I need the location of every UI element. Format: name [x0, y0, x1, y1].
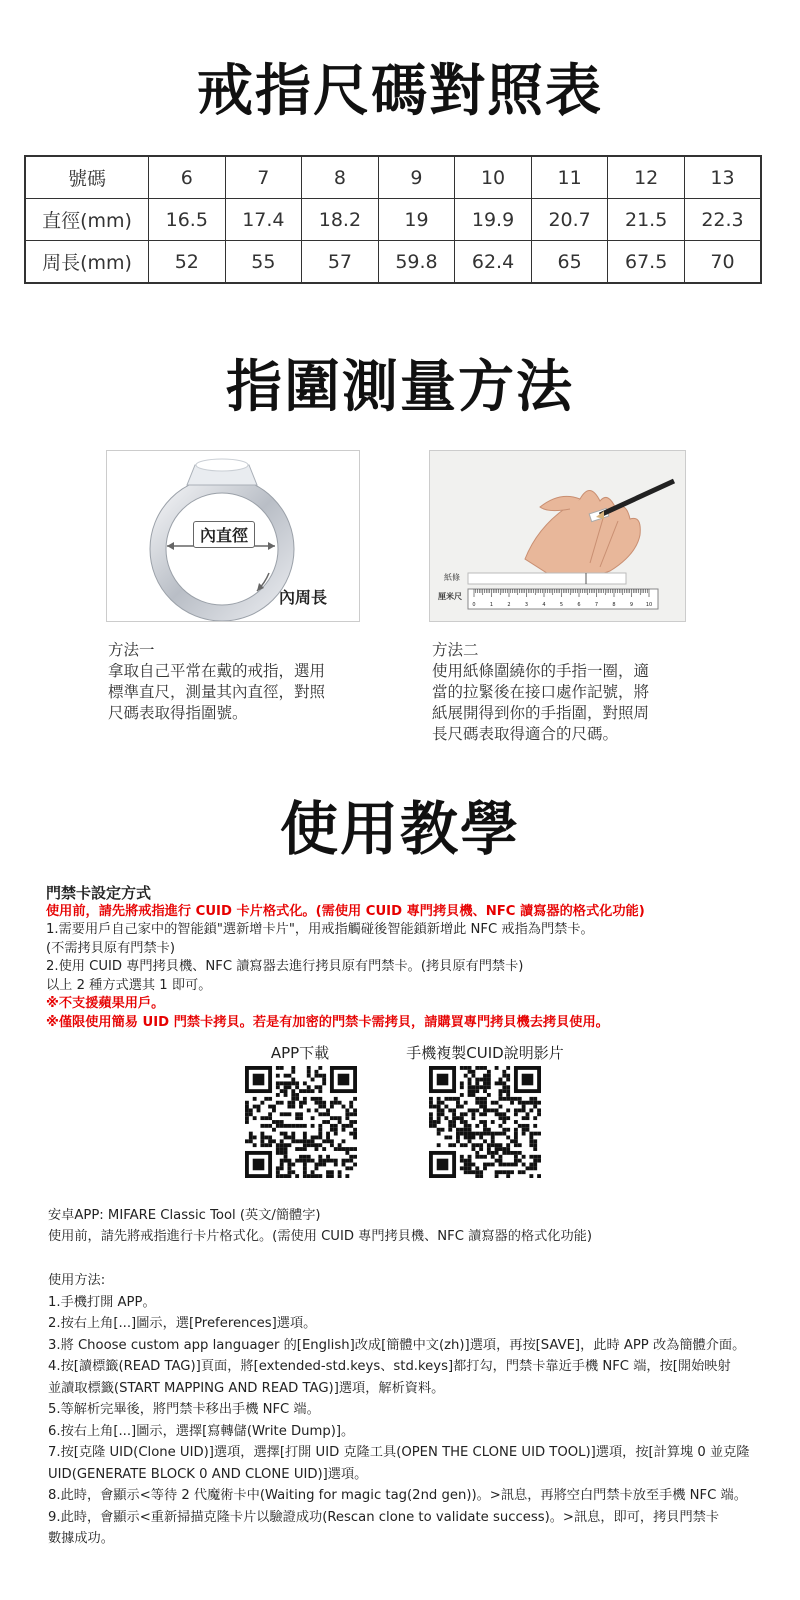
method1-line: 標準直尺，測量其內直徑，對照 [108, 683, 326, 701]
method2-text [432, 640, 682, 745]
format-warning: 使用前，請先將戒指進行 CUID 卡片格式化。(需使用 CUID 專門拷貝機、NFC 讀寫器的格式化功能) [46, 903, 645, 919]
setup-line: (不需拷貝原有門禁卡) [46, 940, 175, 956]
ring-illustration [106, 450, 360, 622]
instruction-step: 1.手機打開 APP。 [48, 1294, 156, 1310]
instruction-step: 3.將 Choose custom app languager 的[English]改成[簡體中文(zh)]選項，再按[SAVE]，此時 APP 改為簡體介面。 [48, 1337, 746, 1353]
table-cell: 21.5 [608, 199, 685, 241]
method2-line: 當的拉緊後在接口處作記號，將 [432, 683, 650, 701]
android-info [48, 1205, 768, 1247]
measure-method-title: 指圍測量方法 [226, 355, 574, 420]
app-download-label: APP下載 [270, 1044, 330, 1062]
table-cell: 52 [149, 241, 226, 284]
table-row [25, 156, 761, 199]
table-cell: 22.3 [684, 199, 761, 241]
table-cell: 67.5 [608, 241, 685, 284]
instructions-heading: 使用方法: [48, 1273, 106, 1288]
instruction-step: 9.此時，會顯示<重新掃描克隆卡片以驗證成功(Rescan clone to validate success)。>訊息，即可，拷貝門禁卡 [48, 1509, 720, 1525]
instruction-step: UID(GENERATE BLOCK 0 AND CLONE UID)]選項。 [48, 1466, 368, 1482]
app-download-qr-icon[interactable] [245, 1066, 357, 1178]
table-row [25, 241, 761, 284]
android-app-line: 安卓APP: MIFARE Classic Tool (英文/簡體字) [48, 1208, 321, 1223]
table-cell: 13 [684, 156, 761, 199]
table-cell: 12 [608, 156, 685, 199]
ruler-label: 厘米尺 [438, 592, 462, 601]
ruler-tick-label: 6 [577, 602, 581, 608]
setup-line: 2.使用 CUID 專門拷貝機、NFC 讀寫器去進行拷貝原有門禁卡。(拷貝原有門禁卡) [46, 959, 524, 974]
table-cell: 7 [225, 156, 302, 199]
access-card-setup [46, 884, 766, 1032]
method1-text [108, 640, 358, 724]
ruler-tick-label: 8 [612, 602, 616, 608]
ruler-tick-label: 5 [559, 602, 564, 608]
instruction-step: 8.此時，會顯示<等待 2 代魔術卡中(Waiting for magic tag(2nd gen))。>訊息，再將空白門禁卡放至手機 NFC 端。 [48, 1488, 747, 1503]
ruler-tick-label: 0 [472, 602, 476, 608]
instruction-step: 數據成功。 [48, 1531, 114, 1546]
inner-circumference-label: 內周長 [279, 588, 328, 607]
access-card-heading: 門禁卡設定方式 [46, 884, 152, 902]
size-table [24, 155, 762, 284]
table-cell: 59.8 [378, 241, 455, 284]
ruler-tick-label: 2 [507, 602, 511, 608]
ruler-tick-label: 9 [629, 602, 634, 608]
ruler-tick-label: 4 [542, 602, 546, 608]
table-cell: 20.7 [531, 199, 608, 241]
table-row [25, 199, 761, 241]
table-cell: 19.9 [455, 199, 532, 241]
size-chart-title: 戒指尺碼對照表 [197, 59, 603, 124]
ruler-tick-label: 3 [524, 602, 529, 608]
table-cell: 11 [531, 156, 608, 199]
instruction-step: 6.按右上角[...]圖示，選擇[寫轉儲(Write Dump)]。 [48, 1423, 355, 1439]
table-cell: 17.4 [225, 199, 302, 241]
table-cell: 57 [302, 241, 379, 284]
method2-heading: 方法二 [432, 641, 479, 659]
ruler-tick-label: 1 [489, 602, 494, 608]
method1-heading: 方法一 [108, 641, 155, 659]
row-header: 號碼 [25, 156, 149, 199]
setup-line: 1.需要用戶自己家中的智能鎖"選新增卡片"，用戒指觸碰後智能鎖新增此 NFC 戒指為門禁卡。 [46, 922, 594, 937]
method1-line: 拿取自己平常在戴的戒指，選用 [108, 662, 326, 680]
instruction-step: 2.按右上角[...]圖示，選[Preferences]選項。 [48, 1316, 317, 1331]
android-format-line: 使用前，請先將戒指進行卡片格式化。(需使用 CUID 專門拷貝機、NFC 讀寫器的格式化功能) [48, 1229, 592, 1244]
uid-warning: ※僅限使用簡易 UID 門禁卡拷貝。若是有加密的門禁卡需拷貝，請購買專門拷貝機去拷貝使用。 [46, 1014, 609, 1030]
table-cell: 65 [531, 241, 608, 284]
table-cell: 19 [378, 199, 455, 241]
usage-instructions [48, 1270, 768, 1550]
hand-measure-illustration [429, 450, 686, 622]
video-label: 手機複製CUID說明影片 [406, 1044, 564, 1062]
method2-line: 長尺碼表取得適合的尺碼。 [432, 725, 619, 743]
table-cell: 9 [378, 156, 455, 199]
setup-line: 以上 2 種方式選其 1 即可。 [46, 977, 212, 993]
hand-pencil-icon [430, 451, 685, 621]
method2-line: 使用紙條圍繞你的手指一圈，適 [432, 662, 650, 680]
instruction-step: 5.等解析完畢後，將門禁卡移出手機 NFC 端。 [48, 1402, 320, 1417]
inner-diameter-label: 內直徑 [193, 521, 255, 548]
method2-line: 紙展開得到你的手指圍，對照周 [432, 704, 650, 722]
table-cell: 18.2 [302, 199, 379, 241]
video-qr-icon[interactable] [429, 1066, 541, 1178]
tutorial-title: 使用教學 [279, 795, 520, 863]
method1-line: 尺碼表取得指圍號。 [108, 704, 248, 722]
table-cell: 70 [684, 241, 761, 284]
row-header: 直徑(mm) [25, 199, 149, 241]
table-cell: 62.4 [455, 241, 532, 284]
table-cell: 8 [302, 156, 379, 199]
table-cell: 16.5 [149, 199, 226, 241]
ruler-tick-label: 10 [645, 602, 653, 608]
ios-warning: ※不支援蘋果用戶。 [46, 996, 165, 1011]
instruction-step: 並讀取標籤(START MAPPING AND READ TAG)]選項，解析資料。 [48, 1380, 445, 1396]
table-cell: 6 [149, 156, 226, 199]
ruler-tick-label: 7 [594, 602, 599, 608]
row-header: 周長(mm) [25, 241, 149, 284]
instruction-step: 4.按[讀標籤(READ TAG)]頁面，將[extended-std.keys、std.keys]都打勾，門禁卡靠近手機 NFC 端，按[開始映射 [48, 1359, 731, 1374]
table-cell: 10 [455, 156, 532, 199]
instruction-step: 7.按[克隆 UID(Clone UID)]選項，選擇[打開 UID 克隆工具(OPEN THE CLONE UID TOOL)]選項，按[計算塊 0 並克隆 [48, 1445, 750, 1460]
paper-strip-label: 紙條 [444, 573, 460, 582]
table-cell: 55 [225, 241, 302, 284]
